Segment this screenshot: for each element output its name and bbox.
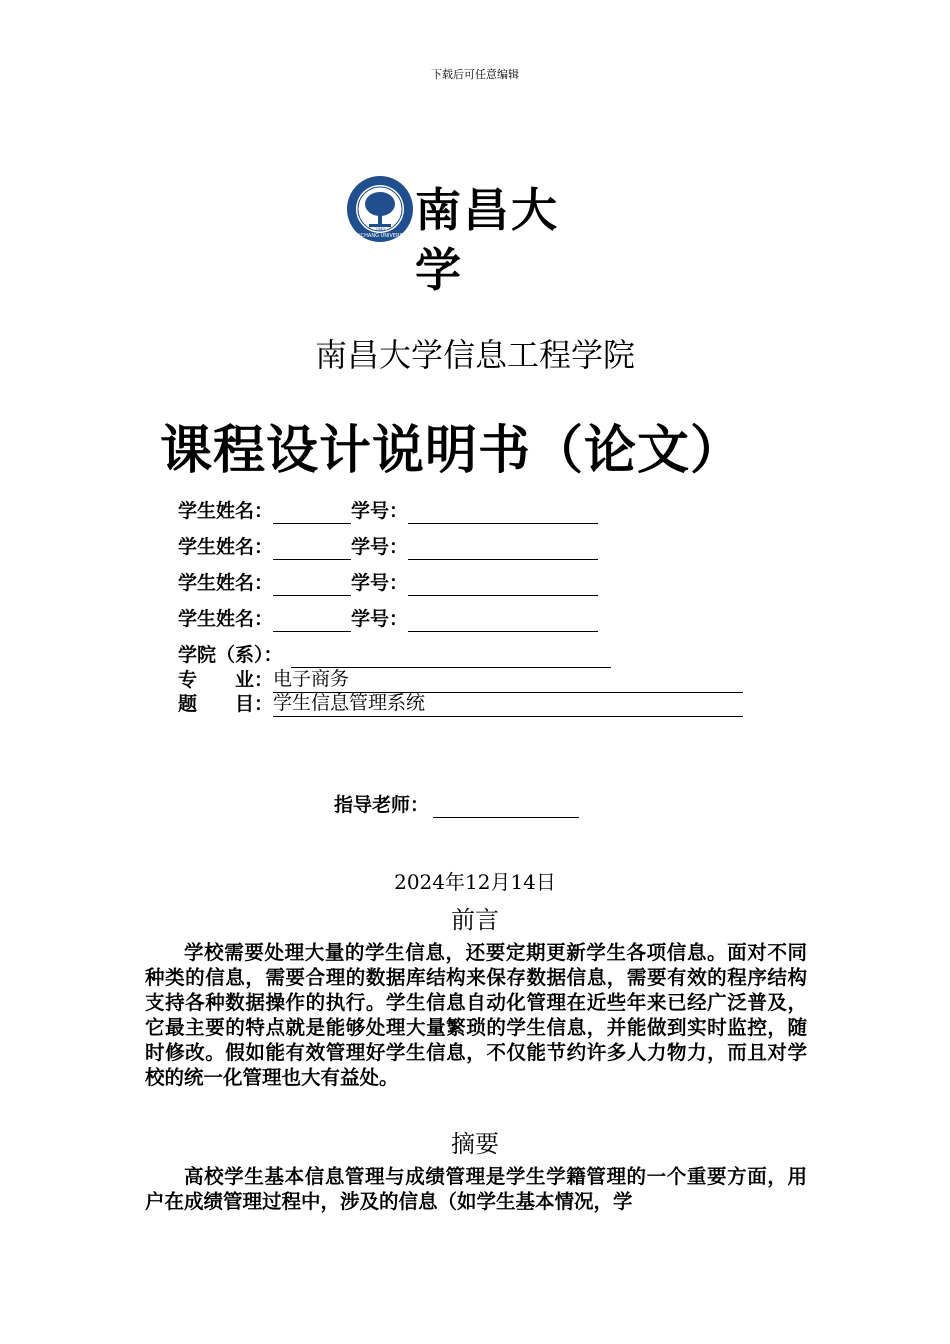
student-name-label: 学生姓名： [178, 500, 274, 522]
major-value: 电子商务 [273, 666, 743, 693]
preface-text: 学校需要处理大量的学生信息，还要定期更新学生各项信息。面对不同种类的信息，需要合理的数据库结构来保存数据信息，需要有效的程序结构支持各种数据操作的执行。学生信息自动化管理在近些年来已经广泛普及，它最主要的特点就是能够处理大量繁琐的学生信息，并能做到实时监控，随时修改。假如能有效管理好学生信息，不仅能节约许多人力物力，而且对学校的统一化管理也大有益处。 [145, 941, 807, 1089]
student-id-blank [408, 503, 598, 524]
advisor-row [334, 792, 579, 818]
student-name-label: 学生姓名： [178, 608, 274, 630]
student-name-blank [273, 539, 351, 560]
student-name-label: 学生姓名： [178, 572, 274, 594]
topic-label: 题 目： [178, 693, 274, 715]
advisor-blank [433, 797, 579, 818]
seal-text: NANCHANG UNIVERSITY [349, 233, 411, 239]
preface-title: 前言 [451, 906, 499, 934]
abstract-text: 高校学生基本信息管理与成绩管理是学生学籍管理的一个重要方面，用户在成绩管理过程中，涉及的信息（如学生基本情况，学 [145, 1165, 807, 1213]
student-id-blank [408, 575, 598, 596]
department-label: 学院（系）： [178, 644, 283, 666]
student-row [178, 534, 598, 560]
student-row [178, 606, 598, 632]
student-id-label: 学号： [351, 536, 409, 558]
student-row [178, 498, 598, 524]
student-id-blank [408, 539, 598, 560]
student-id-blank [408, 611, 598, 632]
student-id-label: 学号： [351, 572, 409, 594]
university-name: 南昌大学 [415, 183, 559, 297]
header-note: 下载后可任意编辑 [431, 68, 519, 81]
major-label: 专 业： [178, 669, 274, 691]
student-name-blank [273, 503, 351, 524]
department-blank [291, 647, 611, 668]
student-name-blank [273, 611, 351, 632]
student-name-blank [273, 575, 351, 596]
topic-row [178, 690, 743, 716]
seal-year: 1940 [374, 227, 386, 232]
student-id-label: 学号： [351, 500, 409, 522]
department-row [178, 642, 611, 668]
student-name-label: 学生姓名： [178, 536, 274, 558]
student-id-label: 学号： [351, 608, 409, 630]
document-date: 2024年12月14日 [394, 870, 556, 894]
topic-value: 学生信息管理系统 [273, 690, 743, 717]
document-title: 课程设计说明书（论文） [160, 421, 744, 481]
major-row [178, 666, 743, 692]
student-row [178, 570, 598, 596]
college-name: 南昌大学信息工程学院 [314, 336, 635, 374]
university-logo [345, 172, 605, 297]
university-seal-icon [345, 174, 415, 244]
advisor-label: 指导老师： [334, 794, 430, 816]
abstract-title: 摘要 [451, 1130, 499, 1158]
